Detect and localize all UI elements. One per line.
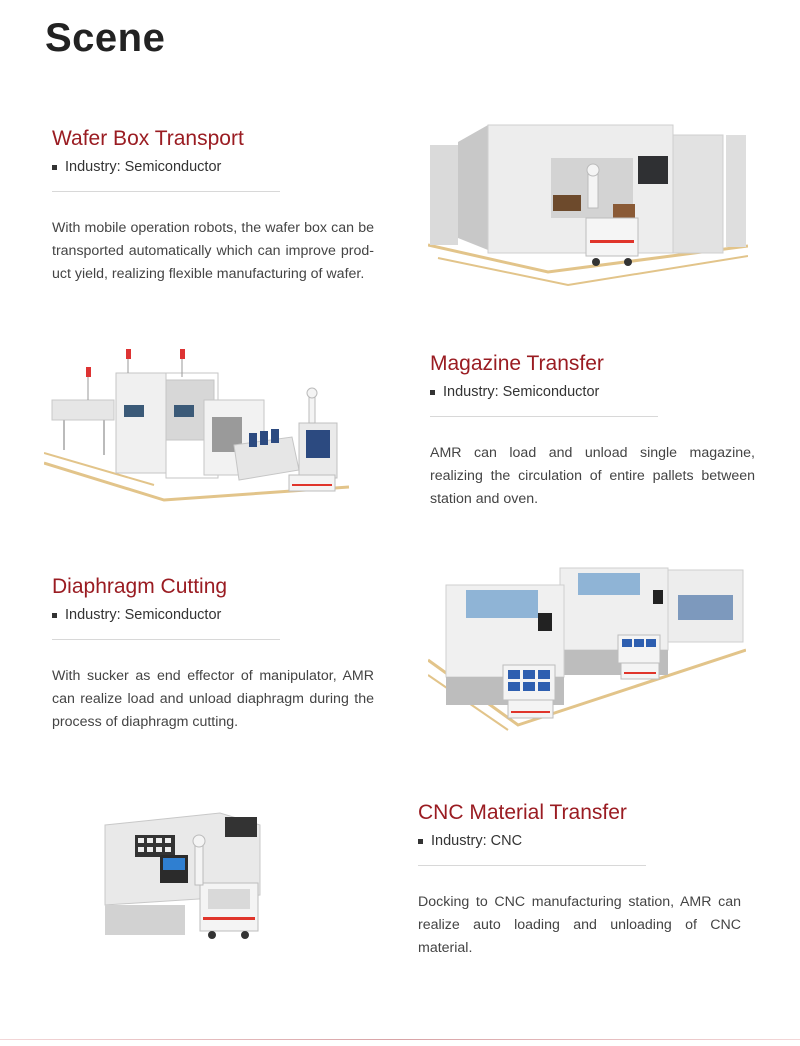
wafer-box-transport-illustration bbox=[428, 120, 748, 290]
bottom-divider bbox=[0, 1039, 800, 1040]
industry-label bbox=[430, 384, 755, 400]
magazine-transfer-illustration bbox=[44, 345, 354, 510]
bullet-icon bbox=[52, 613, 57, 618]
cnc-material-transfer-illustration bbox=[100, 805, 275, 955]
scene-title: CNC Material Transfer bbox=[418, 801, 627, 824]
divider bbox=[418, 865, 646, 866]
scene-title: Wafer Box Transport bbox=[52, 127, 244, 150]
scene-description: Docking to CNC manufacturing station, AMR can realize auto loading and unloading of CNC material. bbox=[418, 894, 741, 956]
scene-diaphragm-cutting bbox=[52, 575, 374, 748]
scene-cnc-material-transfer bbox=[418, 801, 741, 974]
bullet-icon bbox=[52, 165, 57, 170]
scene-description: With sucker as end effector of manipulator, AMR can realize load and unload diaphragm during the process of diaphragm cutting. bbox=[52, 668, 374, 730]
diaphragm-cutting-illustration bbox=[428, 565, 746, 735]
scene-description: AMR can load and unload single magazine, realizing the circulation of entire pallets between station and oven. bbox=[430, 445, 755, 507]
industry-text: Industry: Semiconductor bbox=[65, 607, 222, 623]
industry-text: Industry: CNC bbox=[431, 833, 523, 849]
industry-label bbox=[418, 833, 741, 849]
industry-label bbox=[52, 159, 374, 175]
bullet-icon bbox=[430, 390, 435, 395]
scene-description: With mobile operation robots, the wafer box can be transported automatically which can improve product yield, realizing flexible manufacturing of wafer. bbox=[52, 220, 374, 282]
divider bbox=[52, 191, 280, 192]
industry-text: Industry: Semiconductor bbox=[443, 384, 600, 400]
divider bbox=[52, 639, 280, 640]
divider bbox=[430, 416, 658, 417]
bullet-icon bbox=[418, 839, 423, 844]
page-title: Scene bbox=[45, 16, 166, 60]
industry-label bbox=[52, 607, 374, 623]
scene-wafer-box-transport bbox=[52, 127, 374, 300]
scene-title: Diaphragm Cutting bbox=[52, 575, 228, 598]
scene-magazine-transfer bbox=[430, 352, 755, 525]
industry-text: Industry: Semiconductor bbox=[65, 159, 222, 175]
scene-title: Magazine Transfer bbox=[430, 352, 604, 375]
